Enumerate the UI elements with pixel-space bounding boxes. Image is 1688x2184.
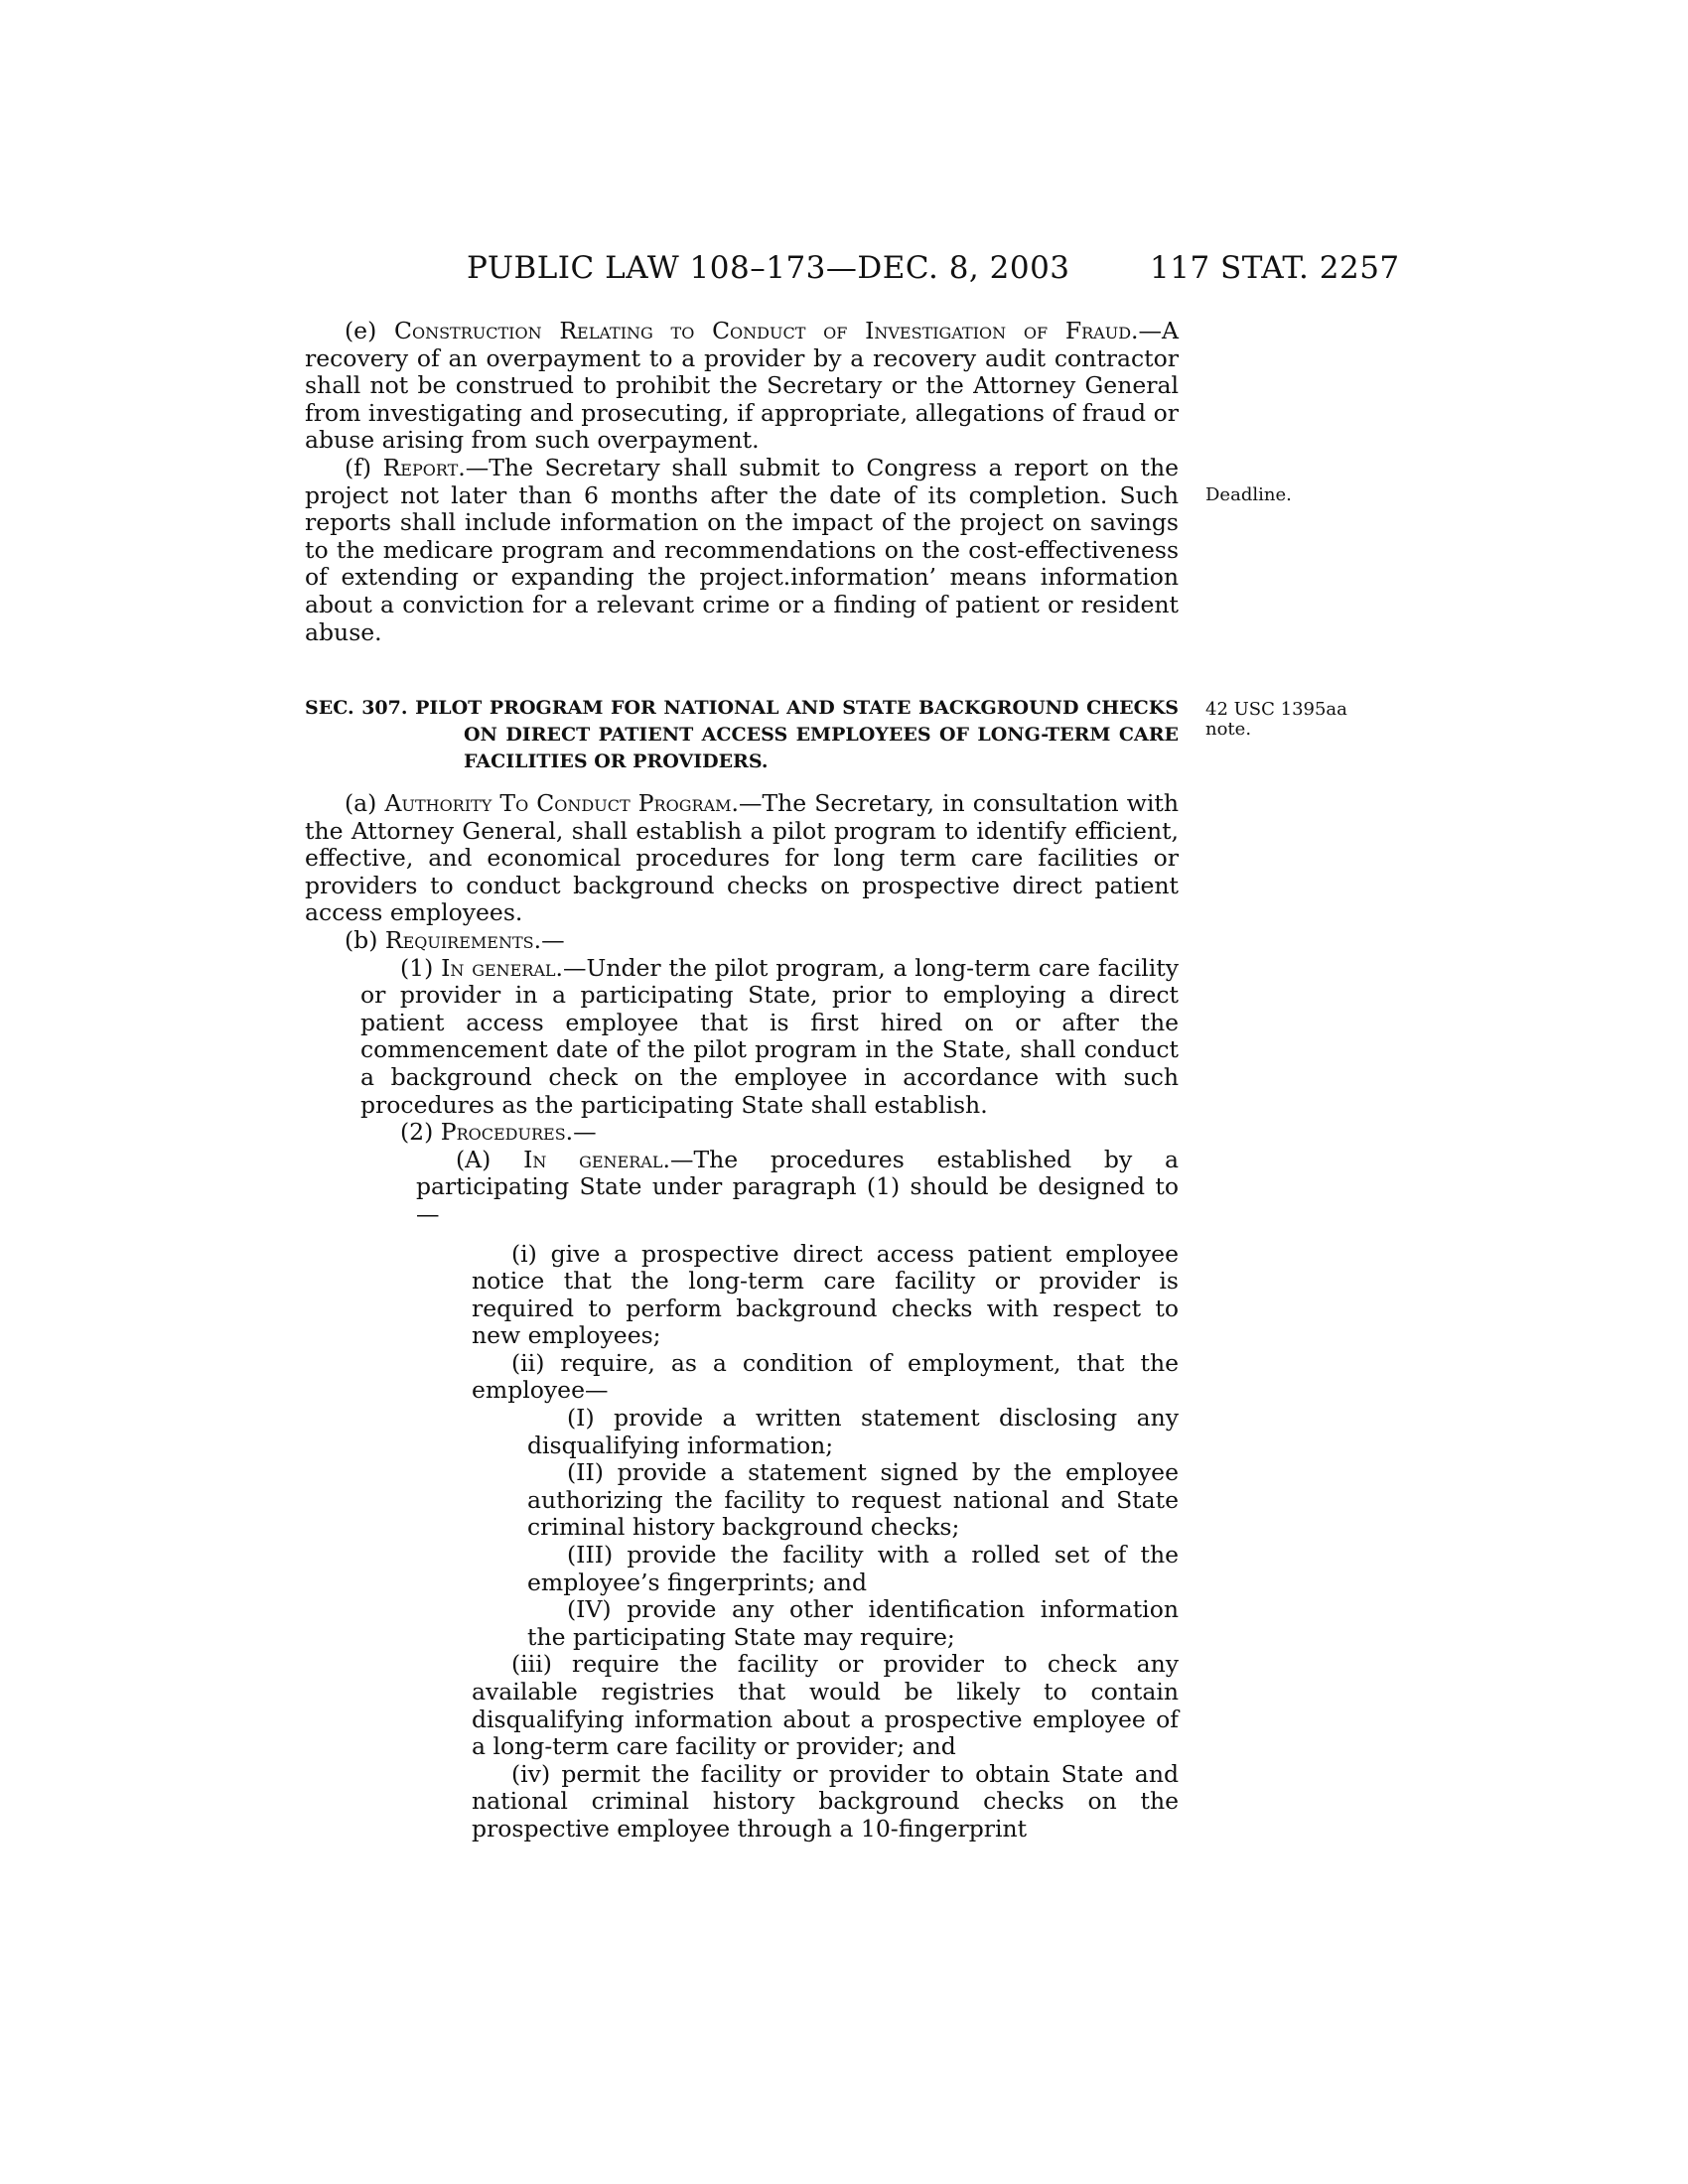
paragraph-f-heading: Report. [382,453,466,481]
section-307-heading-text: SEC. 307. PILOT PROGRAM FOR NATIONAL AND STATE BACKGROUND CHECKS ON DIRECT PATIENT ACCESS EMPLOYEES OF LONG-TERM CARE FACILITIES OR PROVIDERS. [305,697,1179,772]
paragraph-b1 [305,955,1179,1120]
paragraph-b2-text: — [573,1118,597,1147]
paragraph-f-text: —The Secretary shall submit to Congress a report on the project not later than 6 months after the date of its completion. Such reports shall include information on the impact of the project on savings to the medicare program and recommendations on the cost-effectiveness of extending or expanding the project.information’ means information about a conviction for a relevant crime or a finding of patient or resident abuse. [305,453,1179,646]
subparagraph-A-label: (A) [456,1145,492,1173]
clause-ii: (ii) require, as a condition of employment, that the employee— [472,1348,1179,1405]
subparagraph-A-heading: In general. [523,1145,670,1173]
header-stat-page: 117 STAT. 2257 [1150,250,1400,286]
subclause-I: (I) provide a written statement disclosing any disqualifying information; [527,1404,1179,1459]
paragraph-b [305,927,1179,955]
paragraph-b-label: (b) [345,925,378,954]
margin-note-usc-line2: note. [1205,719,1252,740]
clause-i: (i) give a prospective direct access patient employee notice that the long-term care facility or provider is required to perform background checks with respect to new employees; [472,1239,1179,1350]
paragraph-e-heading: Construction Relating to Conduct of Investigation of Fraud. [394,317,1139,344]
upper-text-block [305,318,1179,646]
section-307-heading [305,695,1179,775]
paragraph-e-text: —A recovery of an overpayment to a provider by a recovery audit contractor shall not be construed to prohibit the Secretary or the Attorney General from investigating and prosecuting, if appropriate, allegations of fraud or abuse arising from such overpayment. [305,317,1179,455]
margin-note-usc [1205,700,1347,740]
paragraph-b1-label: (1) [400,953,434,982]
paragraph-b1-heading: In general. [441,953,564,982]
paragraph-a-heading: Authority To Conduct Program. [384,789,739,817]
paragraph-b2-heading: Procedures. [440,1118,574,1147]
subclause-IV: (IV) provide any other identification information the participating State may require; [527,1595,1179,1651]
paragraph-b1-text: —Under the pilot program, a long-term care facility or provider in a participating State, prior to employing a direct patient access employee that is first hired on or after the commencement date of the pilot program in the State, shall conduct a background check on the employee in accordance with such procedures as the participating State shall establish. [360,953,1179,1119]
paragraph-a-label: (a) [345,789,377,817]
subclause-II: (II) provide a statement signed by the employee authorizing the facility to request national and State criminal history background checks; [527,1458,1179,1542]
paragraph-b-heading: Requirements. [384,925,542,954]
paragraph-e [305,318,1179,455]
subclause-III: (III) provide the facility with a rolled set of the employee’s fingerprints; and [527,1541,1179,1596]
clause-iii: (iii) require the facility or provider to check any available registries that would be likely to contain disqualifying information about a prospective employee of a long-term care facility or provider; and [472,1650,1179,1761]
paragraph-a-text: —The Secretary, in consultation with the Attorney General, shall establish a pilot program to identify efficient, effective, and economical procedures for long term care facilities or providers to conduct background checks on prospective direct patient access employees. [305,789,1179,927]
paragraph-f [305,455,1179,646]
margin-note-deadline: Deadline. [1205,484,1292,505]
paragraph-b2 [305,1119,1179,1147]
paragraph-b-text: — [541,925,565,954]
header-public-law: PUBLIC LAW 108–173—DEC. 8, 2003 [467,250,1070,286]
paragraph-a [305,790,1179,927]
subparagraph-A [305,1147,1179,1229]
clause-iv: (iv) permit the facility or provider to obtain State and national criminal history background checks on the prospective employee through a 10-fingerprint [472,1759,1179,1843]
paragraph-b2-label: (2) [400,1118,434,1147]
margin-note-usc-line1: 42 USC 1395aa [1205,699,1347,720]
paragraph-f-label: (f) [345,453,372,481]
paragraph-e-label: (e) [345,317,377,344]
subparagraph-A-text: —The procedures established by a participating State under paragraph (1) should be designed to— [416,1145,1179,1228]
lower-text-block [305,790,1179,1843]
